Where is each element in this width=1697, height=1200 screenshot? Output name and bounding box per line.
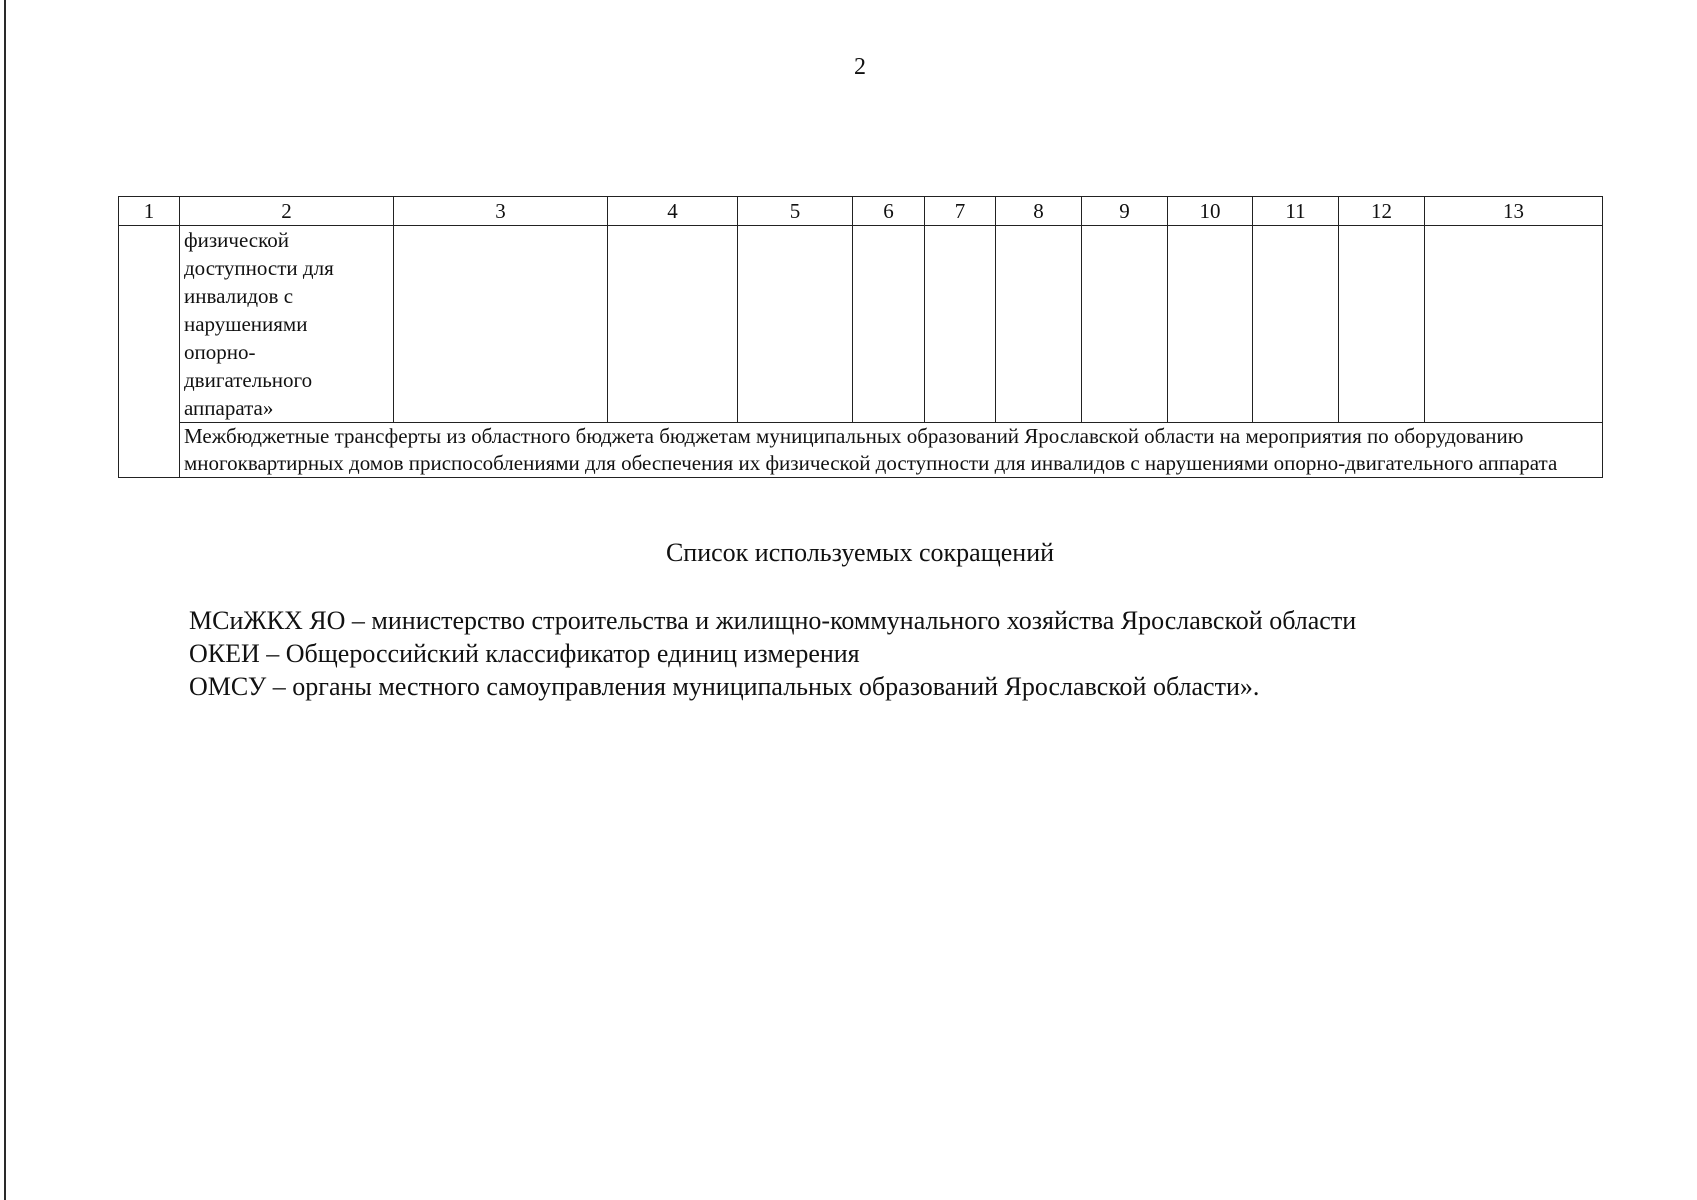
abbreviation-item: ОМСУ – органы местного самоуправления муниципальных образований Ярославской области». [189,672,1260,701]
header-cell: 4 [608,197,738,226]
transfer-description-cell: Межбюджетные трансферты из областного бюджета бюджетам муниципальных образований Ярославской области на мероприятия по оборудованию многоквартирных домов приспособлениями для обеспечения их физической доступности для инвалидов с нарушениями опорно-двигательного аппарата [180,423,1603,478]
empty-cell [738,226,853,423]
header-cell: 1 [119,197,180,226]
abbreviations-title: Список используемых сокращений [665,538,1055,567]
header-cell: 7 [925,197,996,226]
data-table [118,196,1603,478]
empty-cell [1253,226,1339,423]
page-number: 2 [854,54,866,80]
header-cell: 3 [394,197,608,226]
empty-cell [394,226,608,423]
table-row [119,226,1603,423]
empty-cell [853,226,925,423]
abbreviation-item: ОКЕИ – Общероссийский классификатор единиц измерения [189,639,860,668]
header-cell: 6 [853,197,925,226]
measure-name-cell: физической доступности для инвалидов с нарушениями опорно- двигательного аппарата» [180,226,394,423]
empty-cell [1082,226,1168,423]
table-header-row [119,197,1603,226]
empty-cell [925,226,996,423]
empty-cell [608,226,738,423]
page-left-edge-line [4,0,6,1200]
empty-cell [1425,226,1603,423]
header-cell: 10 [1168,197,1253,226]
header-cell: 11 [1253,197,1339,226]
header-cell: 12 [1339,197,1425,226]
table-row [119,423,1603,478]
abbreviations-list [189,604,1639,703]
header-cell: 2 [180,197,394,226]
header-cell: 8 [996,197,1082,226]
abbreviation-item: МСиЖКХ ЯО – министерство строительства и жилищно-коммунального хозяйства Ярославской области [189,606,1357,635]
empty-cell [996,226,1082,423]
empty-cell [1168,226,1253,423]
header-cell: 9 [1082,197,1168,226]
header-cell: 5 [738,197,853,226]
row-number-cell [119,226,180,478]
empty-cell [1339,226,1425,423]
header-cell: 13 [1425,197,1603,226]
